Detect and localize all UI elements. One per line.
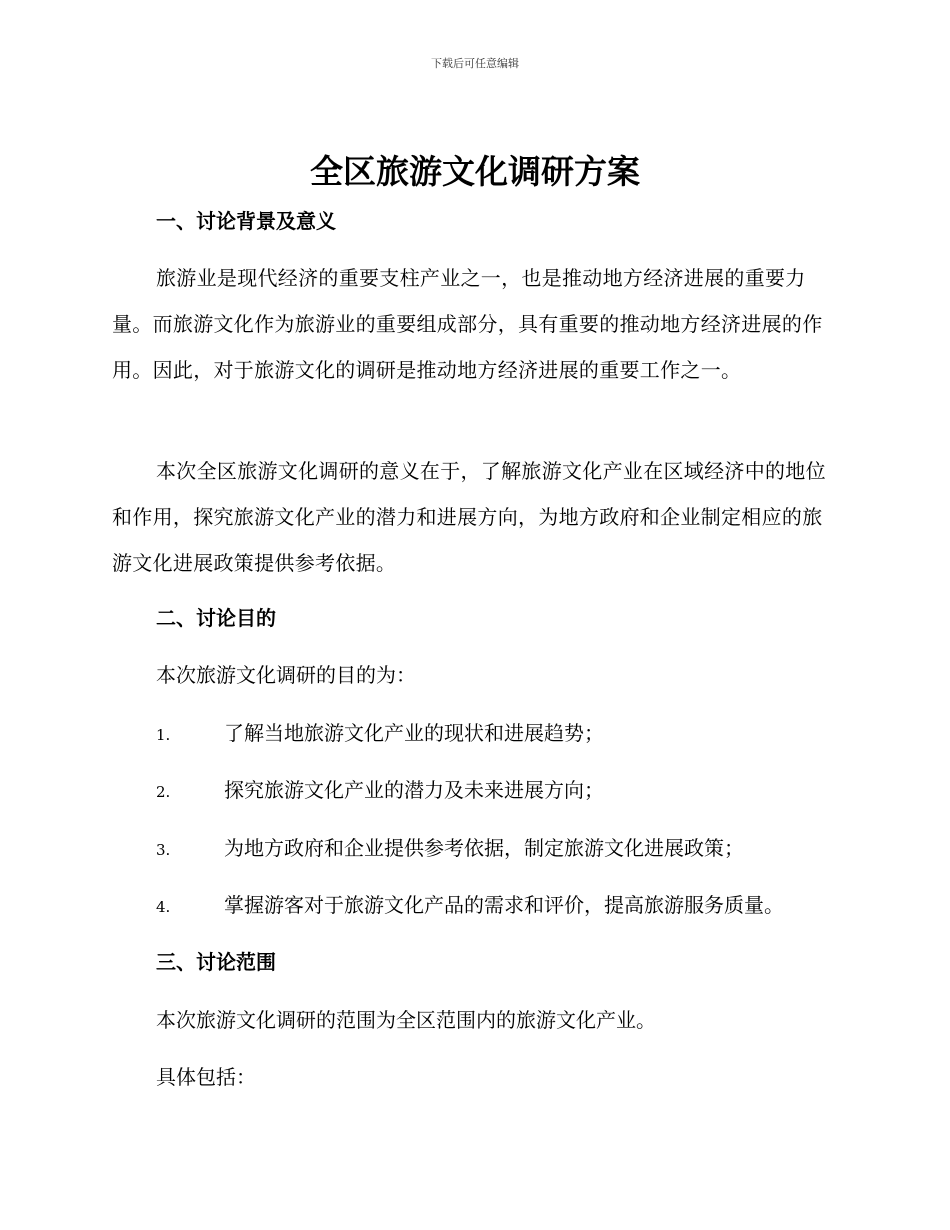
scope-details-label: 具体包括： — [156, 1065, 256, 1089]
paragraph-background-1: 旅游业是现代经济的重要支柱产业之一，也是推动地方经济进展的重要力量。而旅游文化作为旅游业的重要组成部分，具有重要的推动地方经济进展的作用。因此，对于旅游文化的调研是推动地方经济进展的重要工作之一。 — [112, 266, 823, 382]
list-item-text: 探究旅游文化产业的潜力及未来进展方向； — [224, 778, 604, 802]
section-heading-background: 一、讨论背景及意义 — [156, 209, 336, 233]
list-item-number: 1. — [156, 726, 171, 744]
list-item-number: 3. — [156, 841, 171, 859]
list-item-text: 掌握游客对于旅游文化产品的需求和评价，提高旅游服务质量。 — [224, 893, 784, 917]
scope-paragraph: 本次旅游文化调研的范围为全区范围内的旅游文化产业。 — [156, 1008, 656, 1032]
header-note: 下载后可任意编辑 — [431, 57, 519, 70]
purpose-intro: 本次旅游文化调研的目的为： — [156, 663, 416, 687]
list-item-text: 为地方政府和企业提供参考依据，制定旅游文化进展政策； — [224, 836, 744, 860]
section-heading-scope: 三、讨论范围 — [156, 950, 276, 974]
paragraph-background-2: 本次全区旅游文化调研的意义在于，了解旅游文化产业在区域经济中的地位和作用，探究旅游文化产业的潜力和进展方向，为地方政府和企业制定相应的旅游文化进展政策提供参考依据。 — [112, 459, 826, 575]
section-heading-purpose: 二、讨论目的 — [156, 606, 276, 630]
list-item-number: 4. — [156, 898, 171, 916]
list-item-number: 2. — [156, 783, 171, 801]
list-item-text: 了解当地旅游文化产业的现状和进展趋势； — [224, 721, 604, 745]
document-title: 全区旅游文化调研方案 — [310, 152, 640, 191]
